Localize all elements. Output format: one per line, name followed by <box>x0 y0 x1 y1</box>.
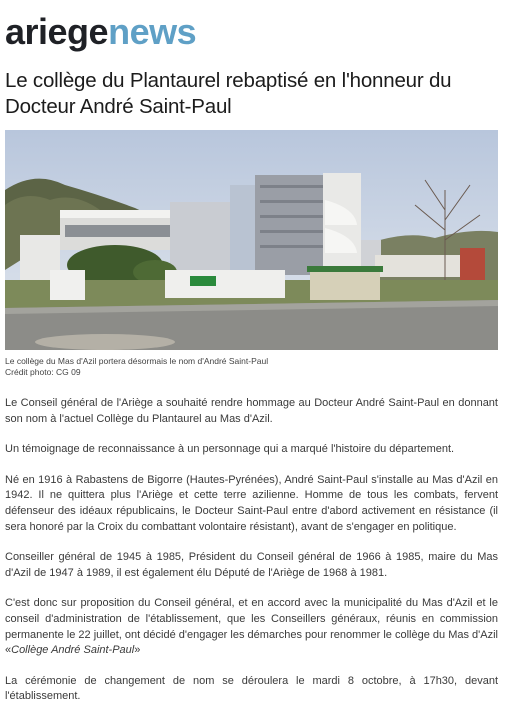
paragraph-3: Né en 1916 à Rabastens de Bigorre (Hautes-Pyrénées), André Saint-Paul s'installe au Mas d'Azil en 1942. Il ne quittera plus l'Ariège et cette terre azilienne. Homme de tous les combats, fervent défenseur des idéaux républicains, le Docteur Saint-Paul entre d'abord activement en résistance (il sera honoré par la Croix du combattant volontaire résistant), avant de s'engager en politique. <box>5 473 498 533</box>
paragraph-5-college-name: Collège André Saint-Paul <box>11 644 135 657</box>
article-body <box>5 396 498 720</box>
paragraph-5 <box>5 596 498 658</box>
article-title: Le collège du Plantaurel rebaptisé en l'honneur du Docteur André Saint-Paul <box>5 69 452 118</box>
paragraph-6: La cérémonie de changement de nom se déroulera le mardi 8 octobre, à 17h30, devant l'établissement. <box>5 674 498 703</box>
paragraph-1: Le Conseil général de l'Ariège a souhaité rendre hommage au Docteur André Saint-Paul en donnant son nom à l'actuel Collège du Plantaurel au Mas d'Azil. <box>5 397 498 425</box>
photo-caption: Le collège du Mas d'Azil portera désormais le nom d'André Saint-Paul <box>5 356 269 366</box>
logo-text-news: news <box>108 11 197 52</box>
paragraph-2: Un témoignage de reconnaissance à un personnage qui a marqué l'histoire du département. <box>5 443 455 456</box>
photo-credit: Crédit photo: CG 09 <box>5 367 81 377</box>
paragraph-5-close: » <box>134 644 141 657</box>
paragraph-4: Conseiller général de 1945 à 1985, Président du Conseil général de 1966 à 1985, maire du Mas d'Azil de 1947 à 1989, il est également élu Député de l'Ariège de 1968 à 1981. <box>5 551 498 579</box>
photo-caption-block <box>5 356 498 378</box>
article-photo <box>5 130 498 350</box>
site-logo[interactable] <box>5 11 197 52</box>
logo-text-ariege: ariege <box>5 11 109 52</box>
paragraph-5-text: C'est donc sur proposition du Conseil général, et en accord avec la municipalité du Mas d'Azil et le conseil d'administration de l'établissement, que les Conseillers généraux, réunis en commission permanente le 22 juillet, ont décidé d'engager les démarches pour renommer le collège du Mas d'Azil « <box>5 597 498 657</box>
